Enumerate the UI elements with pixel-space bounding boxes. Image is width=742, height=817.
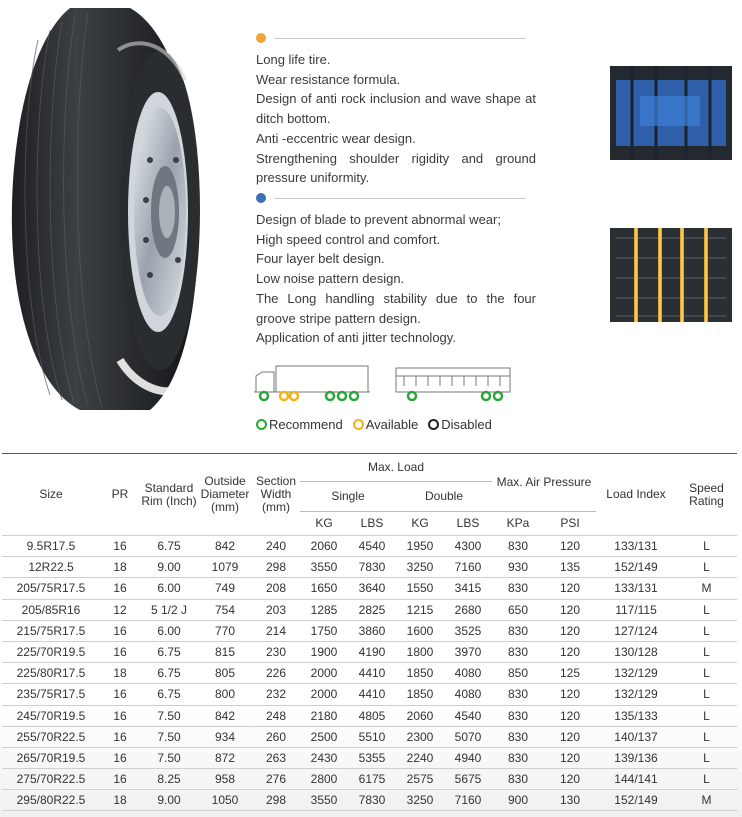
table-cell: 6.75 xyxy=(140,641,198,662)
table-cell: 830 xyxy=(492,578,544,599)
table-cell: 2575 xyxy=(396,769,444,790)
table-cell: 830 xyxy=(492,769,544,790)
table-cell: 4940 xyxy=(444,747,492,768)
table-cell: 1950 xyxy=(396,536,444,557)
table-cell: 2000 xyxy=(300,663,348,684)
feature-item: Strengthening shoulder rigidity and ground pressure uniformity. xyxy=(256,150,536,186)
feature-group-handling xyxy=(256,192,536,348)
table-cell: 830 xyxy=(492,641,544,662)
table-cell: 2825 xyxy=(348,599,396,620)
table-cell: 930 xyxy=(492,557,544,578)
table-cell: 132/129 xyxy=(596,663,676,684)
table-cell: 7.50 xyxy=(140,726,198,747)
table-cell: 120 xyxy=(544,599,596,620)
feature-item: Design of blade to prevent abnormal wear; xyxy=(256,212,501,227)
table-cell: 830 xyxy=(492,747,544,768)
table-cell: 3550 xyxy=(300,790,348,811)
table-cell: 140/137 xyxy=(596,726,676,747)
feature-item: The Long handling stability due to the four groove stripe pattern design. xyxy=(256,290,536,326)
table-cell: 18 xyxy=(100,557,140,578)
table-cell: L xyxy=(676,726,737,747)
table-cell: L xyxy=(676,557,737,578)
table-cell: 16 xyxy=(100,641,140,662)
col-pr: PR xyxy=(100,454,140,536)
table-cell: 133/131 xyxy=(596,578,676,599)
table-cell: 3860 xyxy=(348,620,396,641)
table-cell: 232 xyxy=(252,684,300,705)
table-cell: 135/133 xyxy=(596,705,676,726)
legend-available: Available xyxy=(353,417,419,432)
feature-group-wear xyxy=(256,32,536,188)
table-cell: 650 xyxy=(492,599,544,620)
table-cell: 3250 xyxy=(396,557,444,578)
table-cell: 5510 xyxy=(348,726,396,747)
table-cell: 830 xyxy=(492,705,544,726)
col-max-load: Max. Load xyxy=(300,454,492,482)
tread-wear-image xyxy=(610,66,732,160)
table-row xyxy=(2,663,737,684)
table-cell: 225/70R19.5 xyxy=(2,641,100,662)
table-cell: 815 xyxy=(198,641,252,662)
table-row xyxy=(2,705,737,726)
table-cell: 7.50 xyxy=(140,747,198,768)
col-double-kg: KG xyxy=(396,512,444,536)
table-row xyxy=(2,557,737,578)
table-cell: 255/70R22.5 xyxy=(2,726,100,747)
table-cell: 245/70R19.5 xyxy=(2,705,100,726)
table-cell: 7830 xyxy=(348,557,396,578)
table-row xyxy=(2,726,737,747)
table-row xyxy=(2,641,737,662)
feature-item: Low noise pattern design. xyxy=(256,271,405,287)
table-cell: 132/129 xyxy=(596,684,676,705)
table-row xyxy=(2,684,737,705)
table-cell: 120 xyxy=(544,769,596,790)
table-cell: 6.00 xyxy=(140,578,198,599)
tread-stress-image xyxy=(610,228,732,322)
table-row xyxy=(2,620,737,641)
table-cell: 16 xyxy=(100,620,140,641)
table-cell: 12R22.5 xyxy=(2,557,100,578)
truck-wheels xyxy=(260,392,358,400)
table-cell: 1850 xyxy=(396,684,444,705)
feature-item: Design of anti rock inclusion and wave shape at ditch bottom. xyxy=(256,91,536,127)
col-load-index: Load Index xyxy=(596,454,676,536)
table-row xyxy=(2,790,737,811)
col-width: Section Width (mm) xyxy=(252,454,300,536)
table-cell: 1900 xyxy=(300,641,348,662)
table-cell: 7160 xyxy=(444,557,492,578)
black-ring-icon xyxy=(428,419,439,430)
feature-item: Wear resistance formula. xyxy=(256,71,401,87)
bus-wheels xyxy=(408,392,502,400)
table-cell: 4080 xyxy=(444,663,492,684)
table-cell: 215/75R17.5 xyxy=(2,620,100,641)
table-cell: 125 xyxy=(544,663,596,684)
table-cell: 6175 xyxy=(348,769,396,790)
table-cell: 144/141 xyxy=(596,769,676,790)
table-cell: 130 xyxy=(544,790,596,811)
spec-table-body xyxy=(2,536,737,811)
table-cell: 4805 xyxy=(348,705,396,726)
table-cell: 1850 xyxy=(396,663,444,684)
table-cell: 7830 xyxy=(348,790,396,811)
table-cell: 4410 xyxy=(348,684,396,705)
table-cell: L xyxy=(676,747,737,768)
col-size: Size xyxy=(2,454,100,536)
feature-item: Long life tire. xyxy=(256,52,331,67)
table-cell: 830 xyxy=(492,620,544,641)
table-cell: M xyxy=(676,578,737,599)
table-row xyxy=(2,769,737,790)
table-cell: 1215 xyxy=(396,599,444,620)
table-cell: 9.00 xyxy=(140,557,198,578)
table-cell: 3250 xyxy=(396,790,444,811)
table-cell: 6.75 xyxy=(140,663,198,684)
table-cell: 205/85R16 xyxy=(2,599,100,620)
legend xyxy=(256,417,492,432)
table-cell: 6.00 xyxy=(140,620,198,641)
table-cell: 1050 xyxy=(198,790,252,811)
table-cell: 4300 xyxy=(444,536,492,557)
table-cell: 1550 xyxy=(396,578,444,599)
table-cell: 850 xyxy=(492,663,544,684)
table-cell: 7.50 xyxy=(140,705,198,726)
col-diameter: Outside Diameter (mm) xyxy=(198,454,252,536)
bus-icon xyxy=(396,368,510,392)
table-cell: 120 xyxy=(544,578,596,599)
table-cell: 205/75R17.5 xyxy=(2,578,100,599)
col-rim: Standard Rim (Inch) xyxy=(140,454,198,536)
table-cell: 235/75R17.5 xyxy=(2,684,100,705)
table-cell: 4540 xyxy=(348,536,396,557)
vehicle-diagram xyxy=(254,362,524,404)
col-double: Double xyxy=(396,482,492,512)
table-cell: 6.75 xyxy=(140,684,198,705)
green-ring-icon xyxy=(256,419,267,430)
table-cell: 900 xyxy=(492,790,544,811)
table-cell: 120 xyxy=(544,747,596,768)
table-cell: 2300 xyxy=(396,726,444,747)
table-cell: 9.00 xyxy=(140,790,198,811)
truck-icon xyxy=(254,366,370,392)
table-cell: 248 xyxy=(252,705,300,726)
col-psi: PSI xyxy=(544,512,596,536)
table-cell: L xyxy=(676,705,737,726)
table-cell: 1800 xyxy=(396,641,444,662)
table-cell: 139/136 xyxy=(596,747,676,768)
table-cell: 135 xyxy=(544,557,596,578)
table-cell: 276 xyxy=(252,769,300,790)
table-row xyxy=(2,747,737,768)
table-cell: 1079 xyxy=(198,557,252,578)
table-cell: 152/149 xyxy=(596,557,676,578)
table-cell: 203 xyxy=(252,599,300,620)
table-cell: 2430 xyxy=(300,747,348,768)
table-cell: 263 xyxy=(252,747,300,768)
col-max-air: Max. Air Pressure xyxy=(492,454,596,512)
table-cell: 1750 xyxy=(300,620,348,641)
table-cell: 2240 xyxy=(396,747,444,768)
table-cell: 298 xyxy=(252,557,300,578)
table-cell: 16 xyxy=(100,684,140,705)
legend-recommend: Recommend xyxy=(256,417,343,432)
table-cell: 16 xyxy=(100,705,140,726)
table-cell: 3525 xyxy=(444,620,492,641)
table-cell: 4080 xyxy=(444,684,492,705)
table-cell: 133/131 xyxy=(596,536,676,557)
table-cell: 16 xyxy=(100,726,140,747)
table-cell: 9.5R17.5 xyxy=(2,536,100,557)
table-cell: L xyxy=(676,599,737,620)
table-cell: 2000 xyxy=(300,684,348,705)
col-single: Single xyxy=(300,482,396,512)
table-cell: 800 xyxy=(198,684,252,705)
col-double-lbs: LBS xyxy=(444,512,492,536)
table-cell: 3970 xyxy=(444,641,492,662)
divider xyxy=(274,38,526,39)
col-single-lbs: LBS xyxy=(348,512,396,536)
tire-image xyxy=(0,0,250,440)
table-cell: 18 xyxy=(100,663,140,684)
table-cell: 770 xyxy=(198,620,252,641)
table-cell: 120 xyxy=(544,620,596,641)
table-cell: M xyxy=(676,790,737,811)
table-cell: 12 xyxy=(100,599,140,620)
spec-table-section xyxy=(0,453,742,817)
table-cell: 16 xyxy=(100,536,140,557)
table-cell: 2060 xyxy=(300,536,348,557)
table-cell: 16 xyxy=(100,578,140,599)
table-cell: 842 xyxy=(198,536,252,557)
table-cell: 2180 xyxy=(300,705,348,726)
table-cell: 2680 xyxy=(444,599,492,620)
table-cell: 120 xyxy=(544,726,596,747)
table-cell: 214 xyxy=(252,620,300,641)
table-cell: 830 xyxy=(492,536,544,557)
table-cell: L xyxy=(676,620,737,641)
table-row xyxy=(2,578,737,599)
table-cell: 117/115 xyxy=(596,599,676,620)
col-speed: Speed Rating xyxy=(676,454,737,536)
table-cell: L xyxy=(676,684,737,705)
table-cell: 805 xyxy=(198,663,252,684)
table-cell: 2800 xyxy=(300,769,348,790)
col-single-kg: KG xyxy=(300,512,348,536)
legend-disabled: Disabled xyxy=(428,417,492,432)
table-cell: 240 xyxy=(252,536,300,557)
feature-item: High speed control and comfort. xyxy=(256,231,441,247)
table-cell: 152/149 xyxy=(596,790,676,811)
table-cell: 1285 xyxy=(300,599,348,620)
table-cell: 260 xyxy=(252,726,300,747)
table-cell: 298 xyxy=(252,790,300,811)
yellow-ring-icon xyxy=(353,419,364,430)
table-cell: 1600 xyxy=(396,620,444,641)
table-cell: 3550 xyxy=(300,557,348,578)
table-cell: 265/70R19.5 xyxy=(2,747,100,768)
table-cell: L xyxy=(676,769,737,790)
table-cell: 7160 xyxy=(444,790,492,811)
table-cell: 130/128 xyxy=(596,641,676,662)
divider xyxy=(274,198,526,199)
table-cell: 230 xyxy=(252,641,300,662)
table-cell: 842 xyxy=(198,705,252,726)
table-cell: 226 xyxy=(252,663,300,684)
spec-table xyxy=(2,453,737,811)
feature-item: Application of anti jitter technology. xyxy=(256,330,456,346)
table-cell: 2500 xyxy=(300,726,348,747)
feature-item: Four layer belt design. xyxy=(256,251,385,267)
table-cell: 120 xyxy=(544,641,596,662)
orange-bullet-icon xyxy=(256,33,266,43)
table-cell: 120 xyxy=(544,705,596,726)
table-cell: 5355 xyxy=(348,747,396,768)
table-cell: L xyxy=(676,663,737,684)
table-cell: 4190 xyxy=(348,641,396,662)
table-cell: 830 xyxy=(492,684,544,705)
table-cell: 120 xyxy=(544,536,596,557)
table-cell: L xyxy=(676,536,737,557)
table-cell: 934 xyxy=(198,726,252,747)
table-cell: 8.25 xyxy=(140,769,198,790)
table-cell: 225/80R17.5 xyxy=(2,663,100,684)
table-row xyxy=(2,536,737,557)
table-cell: 5070 xyxy=(444,726,492,747)
blue-bullet-icon xyxy=(256,193,266,203)
table-cell: 754 xyxy=(198,599,252,620)
table-cell: 275/70R22.5 xyxy=(2,769,100,790)
table-cell: 3640 xyxy=(348,578,396,599)
table-cell: 958 xyxy=(198,769,252,790)
table-cell: 295/80R22.5 xyxy=(2,790,100,811)
feature-item: Anti -eccentric wear design. xyxy=(256,130,416,146)
table-cell: 1650 xyxy=(300,578,348,599)
table-row xyxy=(2,599,737,620)
table-cell: 830 xyxy=(492,726,544,747)
table-cell: 18 xyxy=(100,790,140,811)
table-cell: 6.75 xyxy=(140,536,198,557)
table-cell: 208 xyxy=(252,578,300,599)
table-cell: 872 xyxy=(198,747,252,768)
table-cell: 5675 xyxy=(444,769,492,790)
table-cell: 4540 xyxy=(444,705,492,726)
table-cell: 120 xyxy=(544,684,596,705)
col-kpa: KPa xyxy=(492,512,544,536)
table-cell: 16 xyxy=(100,747,140,768)
table-cell: 4410 xyxy=(348,663,396,684)
table-cell: 3415 xyxy=(444,578,492,599)
table-cell: 749 xyxy=(198,578,252,599)
table-cell: 2060 xyxy=(396,705,444,726)
table-cell: L xyxy=(676,641,737,662)
table-cell: 127/124 xyxy=(596,620,676,641)
table-cell: 5 1/2 J xyxy=(140,599,198,620)
table-cell: 16 xyxy=(100,769,140,790)
